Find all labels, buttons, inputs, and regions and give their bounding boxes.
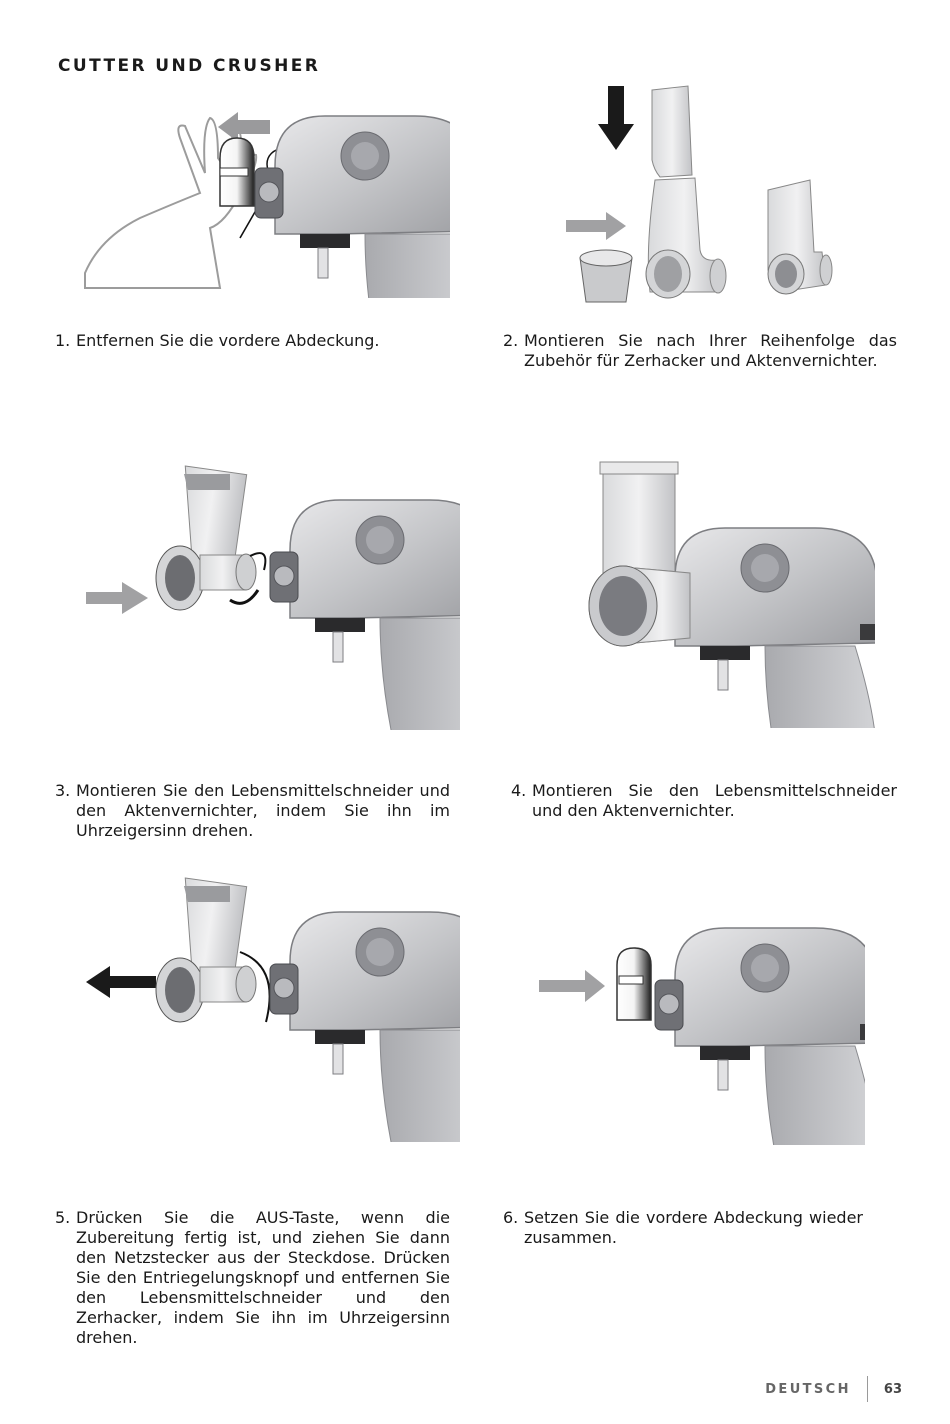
figure-remove-front-cover [80,98,450,298]
step-text: Montieren Sie den Lebensmittelschneider und den Aktenvernichter. [532,781,897,820]
page-number: 63 [883,1381,902,1397]
step-text: Montieren Sie nach Ihrer Reihenfolge das Zubehör für Zerhacker und Aktenvernichter. [524,331,897,370]
figure-reattach-cover [535,920,865,1145]
step-number: 4. [511,781,527,800]
step-number: 1. [55,331,71,350]
step-2 [503,331,897,371]
step-4 [511,781,897,821]
figure-assemble-parts [560,80,860,310]
step-number: 2. [503,331,519,350]
figure-remove-rotate [80,872,460,1142]
step-1 [55,331,455,351]
footer-divider [867,1376,868,1402]
step-number: 5. [55,1208,71,1227]
step-text: Entfernen Sie die vordere Abdeckung. [76,331,380,350]
page-title: CUTTER UND CRUSHER [58,56,321,76]
step-number: 3. [55,781,71,800]
figure-mount-rotate-clockwise [80,460,460,730]
step-text: Montieren Sie den Lebensmittelschneider und den Aktenvernichter, indem Sie ihn im Uhrzeigersinn drehen. [76,781,450,840]
step-number: 6. [503,1208,519,1227]
step-text: Setzen Sie die vordere Abdeckung wieder zusammen. [524,1208,863,1247]
figure-mounted-assembly [575,458,875,728]
footer-language: DEUTSCH [765,1381,851,1397]
step-text: Drücken Sie die AUS-Taste, wenn die Zubereitung fertig ist, und ziehen Sie dann den Netzstecker aus der Steckdose. Drücken Sie den Entriegelungsknopf und entfernen Sie den Lebensmittelschneider und den Zerhacker, indem Sie ihn im Uhrzeigersinn drehen. [76,1208,450,1347]
step-5 [55,1208,450,1348]
page-footer [765,1376,902,1402]
step-6 [503,1208,863,1248]
step-3 [55,781,450,841]
